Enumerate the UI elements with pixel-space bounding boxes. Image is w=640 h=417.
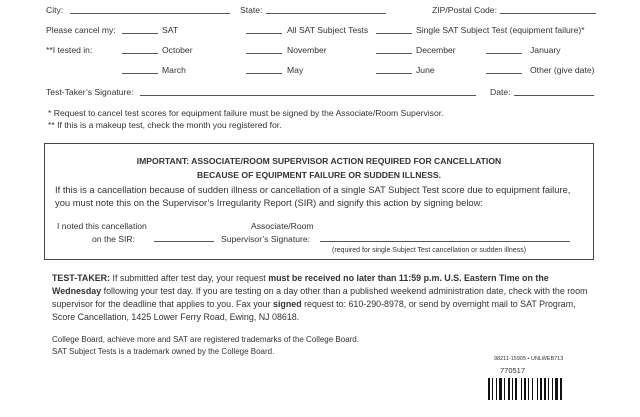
barcode-stripe [496,378,497,400]
cancel-single-subject-option: Single SAT Subject Test (equipment failure)* [416,25,585,35]
state-field[interactable] [266,13,386,14]
barcode-stripe [499,378,502,400]
month-january: January [530,45,561,55]
test-taker-signature-field[interactable] [140,95,476,96]
test-taker-text-2: following your test day. If you are testing on a day other than a published weekend administration date, check with the room supervisor for the deadline that applies to you. Fax your [52,286,588,309]
zip-label: ZIP/Postal Code: [432,5,497,15]
barcode-stripe [560,378,562,400]
barcode-stripe [548,378,549,400]
month-other: Other (give date) [530,65,595,75]
month-may: May [287,65,304,75]
barcode-stripe [537,378,538,400]
supervisor-signature-label-2: Supervisor’s Signature: [221,234,311,244]
note-equipment-failure: * Request to cancel test scores for equipment failure must be signed by the Associate/Room Supervisor. [48,108,444,118]
month-october: October [162,45,193,55]
barcode-stripe [555,378,558,400]
barcode-stripe [488,378,490,400]
cancel-sat-checkline[interactable] [122,33,158,34]
important-body: If this is a cancellation because of sudden illness or cancellation of a single SAT Subject Test score due to equipment failure, you must note this on the Supervisor’s Irregularity Report (SIR) and signify this action by signing below: [55,184,571,208]
form-code: 98211-15905 • UNLWEB713 [494,356,564,362]
month-checkline[interactable] [246,53,282,54]
noted-cancellation-field[interactable] [154,241,214,242]
barcode-stripe [528,378,529,400]
form-number: 770517 [500,366,526,375]
important-title-line-1: IMPORTANT: ASSOCIATE/ROOM SUPERVISOR ACTION REQUIRED FOR CANCELLATION [136,156,502,166]
month-checkline[interactable] [376,53,412,54]
month-june: June [416,65,435,75]
test-taker-deadline: must be received no later than 11:59 p.m. U.S. Eastern Time on the Wednesday [52,273,549,296]
month-november: November [287,45,327,55]
month-checkline[interactable] [376,73,412,74]
date-label: Date: [490,87,511,97]
cancel-all-subject-option: All SAT Subject Tests [287,25,369,35]
test-taker-signed: signed [273,299,302,309]
state-label: State: [240,5,263,15]
barcode-stripe [552,378,553,400]
supervisor-signature-label-1: Associate/Room [251,221,314,231]
test-taker-text-3: request to: 610-290-8978, or send by overnight mail to SAT Program, Score Cancellation, 1425 Lower Ferry Road, Ewing, NJ 08618. [52,299,576,322]
month-march: March [162,65,186,75]
month-checkline[interactable] [122,53,158,54]
note-makeup-test: ** If this is a makeup test, check the month you registered for. [48,120,282,130]
barcode-stripe [524,378,526,400]
barcode-stripe [508,378,510,400]
cancel-all-subject-checkline[interactable] [246,33,282,34]
month-checkline[interactable] [246,73,282,74]
barcode-stripe [492,378,493,400]
cancel-sat-option: SAT [162,25,179,35]
barcode-stripe [515,378,517,400]
trademark-line-1: College Board, achieve more and SAT are registered trademarks of the College Board. [52,335,359,344]
test-taker-text-1: If submitted after test day, your request [110,273,269,283]
barcode-stripe [504,378,505,400]
city-field[interactable] [70,13,230,14]
month-checkline[interactable] [122,73,158,74]
cancel-label: Please cancel my: [46,25,116,35]
test-taker-signature-label: Test-Taker’s Signature: [46,87,134,97]
city-label: City: [46,5,64,15]
barcode-stripe [521,378,522,400]
barcode-stripe [544,378,546,400]
month-december: December [416,45,456,55]
required-note: (required for single Subject Test cancellation or sudden illness) [332,247,527,254]
cancel-single-subject-checkline[interactable] [376,33,412,34]
on-sir-label: on the SIR: [92,234,135,244]
barcode-stripe [540,378,542,400]
barcode-stripe [532,378,533,400]
tested-in-label: **I tested in: [46,45,93,55]
test-taker-lead: TEST-TAKER: [52,273,111,283]
barcode [488,0,598,417]
important-title-line-2: BECAUSE OF EQUIPMENT FAILURE OR SUDDEN ILLNESS. [197,170,441,180]
noted-cancellation-label: I noted this cancellation [57,221,147,231]
trademark-line-2: SAT Subject Tests is a trademark owned by the College Board. [52,347,275,356]
barcode-stripe [512,378,513,400]
